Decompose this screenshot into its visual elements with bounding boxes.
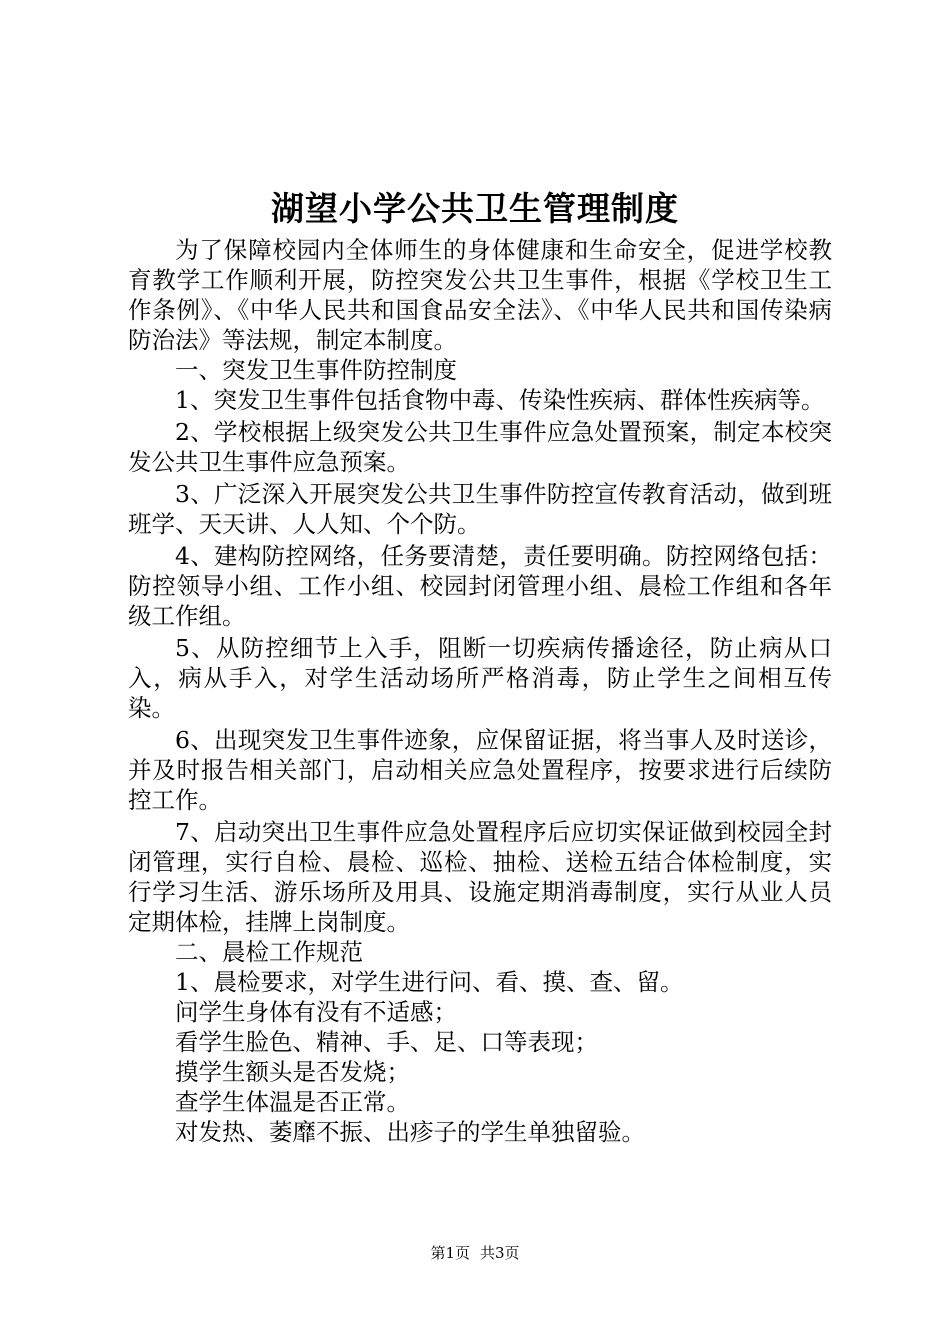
check-line-isolate: 对发热、萎靡不振、出疹子的学生单独留验。	[175, 1118, 645, 1146]
page-total: 共3页	[480, 1244, 520, 1262]
section-heading-1: 一、突发卫生事件防控制度	[175, 356, 457, 384]
page-number: 第1页	[430, 1244, 470, 1262]
paragraph-item-1-4: 4、建构防控网络，任务要清楚，责任要明确。防控网络包括：防控领导小组、工作小组、校园封闭管理小组、晨检工作组和各年级工作组。	[128, 542, 832, 630]
check-line-touch: 摸学生额头是否发烧；	[175, 1058, 410, 1086]
paragraph-item-2-1: 1、晨检要求，对学生进行问、看、摸、查、留。	[175, 968, 684, 996]
paragraph-item-1-2: 2、学校根据上级突发公共卫生事件应急处置预案，制定本校突发公共卫生事件应急预案。	[128, 418, 832, 476]
check-line-ask: 问学生身体有没有不适感；	[175, 998, 457, 1026]
page-footer	[0, 1242, 950, 1264]
document-body	[128, 235, 832, 1147]
check-line-look: 看学生脸色、精神、手、足、口等表现；	[175, 1028, 598, 1056]
document-title: 湖望小学公共卫生管理制度	[271, 189, 679, 228]
section-heading-2: 二、晨检工作规范	[175, 938, 363, 966]
paragraph-item-1-5: 5、从防控细节上入手，阻断一切疾病传播途径，防止病从口入，病从手入，对学生活动场所严格消毒，防止学生之间相互传染。	[128, 634, 832, 722]
check-line-measure: 查学生体温是否正常。	[175, 1088, 410, 1116]
paragraph-item-1-7: 7、启动突出卫生事件应急处置程序后应切实保证做到校园全封闭管理，实行自检、晨检、巡检、抽检、送检五结合体检制度，实行学习生活、游乐场所及用具、设施定期消毒制度，实行从业人员定期体检，挂牌上岗制度。	[128, 818, 832, 936]
paragraph-item-1-6: 6、出现突发卫生事件迹象，应保留证据，将当事人及时送诊，并及时报告相关部门，启动相关应急处置程序，按要求进行后续防控工作。	[128, 726, 832, 814]
paragraph-item-1-1: 1、突发卫生事件包括食物中毒、传染性疾病、群体性疾病等。	[175, 386, 825, 414]
intro-paragraph: 为了保障校园内全体师生的身体健康和生命安全，促进学校教育教学工作顺利开展，防控突发公共卫生事件，根据《学校卫生工作条例》、《中华人民共和国食品安全法》、《中华人民共和国传染病防治法》等法规，制定本制度。	[128, 236, 832, 354]
paragraph-item-1-3: 3、广泛深入开展突发公共卫生事件防控宣传教育活动，做到班班学、天天讲、人人知、个个防。	[128, 480, 832, 538]
